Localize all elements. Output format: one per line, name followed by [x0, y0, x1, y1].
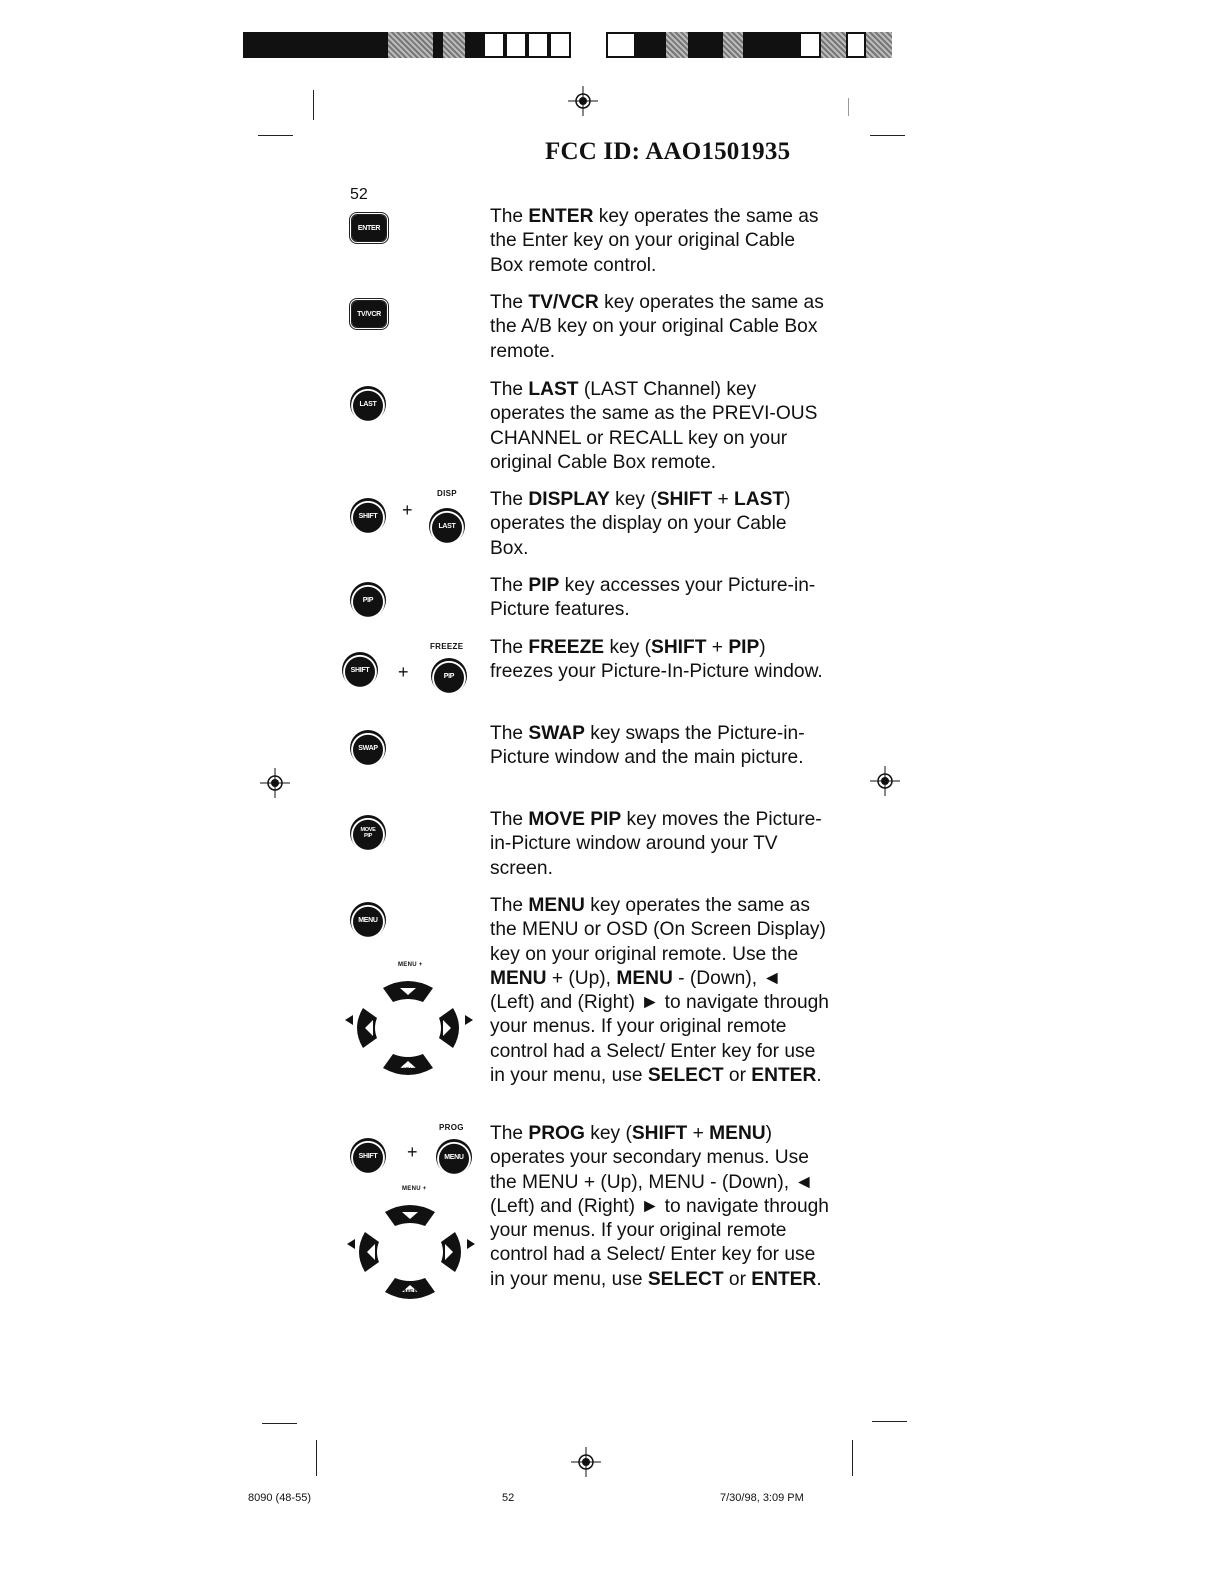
- enter-key-description: The ENTER key operates the same as the Enter key on your original Cable Box remote control.: [490, 206, 819, 276]
- crop-mark: [870, 135, 905, 136]
- menu-down-label: MENU -: [400, 1068, 424, 1074]
- plus-sign: +: [407, 1142, 418, 1162]
- menu-key-icon: MENU: [350, 902, 386, 938]
- crop-mark: [313, 90, 314, 120]
- display-key-description: The DISPLAY key (SHIFT + LAST) operates the display on your Cable Box.: [490, 489, 791, 559]
- last-key-description: The LAST (LAST Channel) key operates the same as the PREVI-OUS CHANNEL or RECALL key on your original Cable Box remote.: [490, 379, 818, 473]
- last-key-icon: LAST: [429, 508, 465, 544]
- prog-label: PROG: [439, 1123, 464, 1132]
- disp-label: DISP: [437, 489, 457, 498]
- footer-timestamp: 7/30/98, 3:09 PM: [720, 1492, 804, 1504]
- crop-mark: [258, 135, 293, 136]
- movepip-key-icon: MOVE PIP: [350, 815, 386, 851]
- registration-target-icon: [868, 764, 902, 798]
- last-key-icon: LAST: [350, 386, 386, 422]
- menu-key-description: The MENU key operates the same as the MENU or OSD (On Screen Display) key on your original remote. Use the MENU + (Up), MENU - (Down), ◄ (Left) and (Right) ► to navigate through your menus. If your original remote control had a Select/ Enter key for use in your menu, use SELECT or ENTER.: [490, 895, 829, 1087]
- crop-mark: [852, 1440, 853, 1476]
- menu-down-label: MENU -: [404, 1290, 428, 1296]
- freeze-key-description: The FREEZE key (SHIFT + PIP) freezes your Picture-In-Picture window.: [490, 637, 823, 683]
- footer-page-number: 52: [502, 1492, 515, 1504]
- shift-key-icon: SHIFT: [342, 652, 378, 688]
- registration-target-icon: [258, 766, 292, 800]
- prog-key-description: The PROG key (SHIFT + MENU) operates your secondary menus. Use the MENU + (Up), MENU - (Down), ◄ (Left) and (Right) ► to navigate through your menus. If your original remote control had a Select/ Enter key for use in your menu, use SELECT or ENTER.: [490, 1123, 829, 1290]
- footer-job-code: 8090 (48-55): [248, 1492, 311, 1504]
- tvvcr-key-description: The TV/VCR key operates the same as the A/B key on your original Cable Box remote.: [490, 292, 824, 362]
- freeze-label: FREEZE: [430, 642, 464, 651]
- movepip-key-description: The MOVE PIP key moves the Picture-in-Picture window around your TV screen.: [490, 809, 822, 879]
- crop-mark: [848, 98, 849, 116]
- crop-mark: [872, 1421, 907, 1422]
- registration-bar-left: [243, 32, 571, 58]
- pip-key-icon: PIP: [350, 582, 386, 618]
- registration-target-icon: [566, 84, 600, 118]
- fcc-id-heading: FCC ID: AAO1501935: [545, 138, 791, 165]
- plus-sign: +: [402, 500, 413, 520]
- shift-key-icon: SHIFT: [350, 1138, 386, 1174]
- shift-key-icon: SHIFT: [350, 498, 386, 534]
- swap-key-icon: SWAP: [350, 730, 386, 766]
- swap-key-description: The SWAP key swaps the Picture-in-Picture window and the main picture.: [490, 723, 805, 769]
- page-number-top: 52: [350, 186, 368, 203]
- pip-key-icon: PIP: [431, 658, 467, 694]
- pip-key-description: The PIP key accesses your Picture-in-Picture features.: [490, 575, 816, 621]
- registration-target-icon: [569, 1445, 603, 1479]
- plus-sign: +: [398, 662, 409, 682]
- menu-key-icon: MENU: [436, 1139, 472, 1175]
- menu-up-label: MENU +: [398, 962, 423, 968]
- tvvcr-key-icon: TV/VCR: [349, 298, 389, 330]
- crop-mark: [316, 1440, 317, 1476]
- enter-key-icon: ENTER: [349, 212, 389, 244]
- menu-up-label: MENU +: [402, 1186, 427, 1192]
- crop-mark: [262, 1423, 297, 1424]
- registration-bar-right: [606, 32, 892, 58]
